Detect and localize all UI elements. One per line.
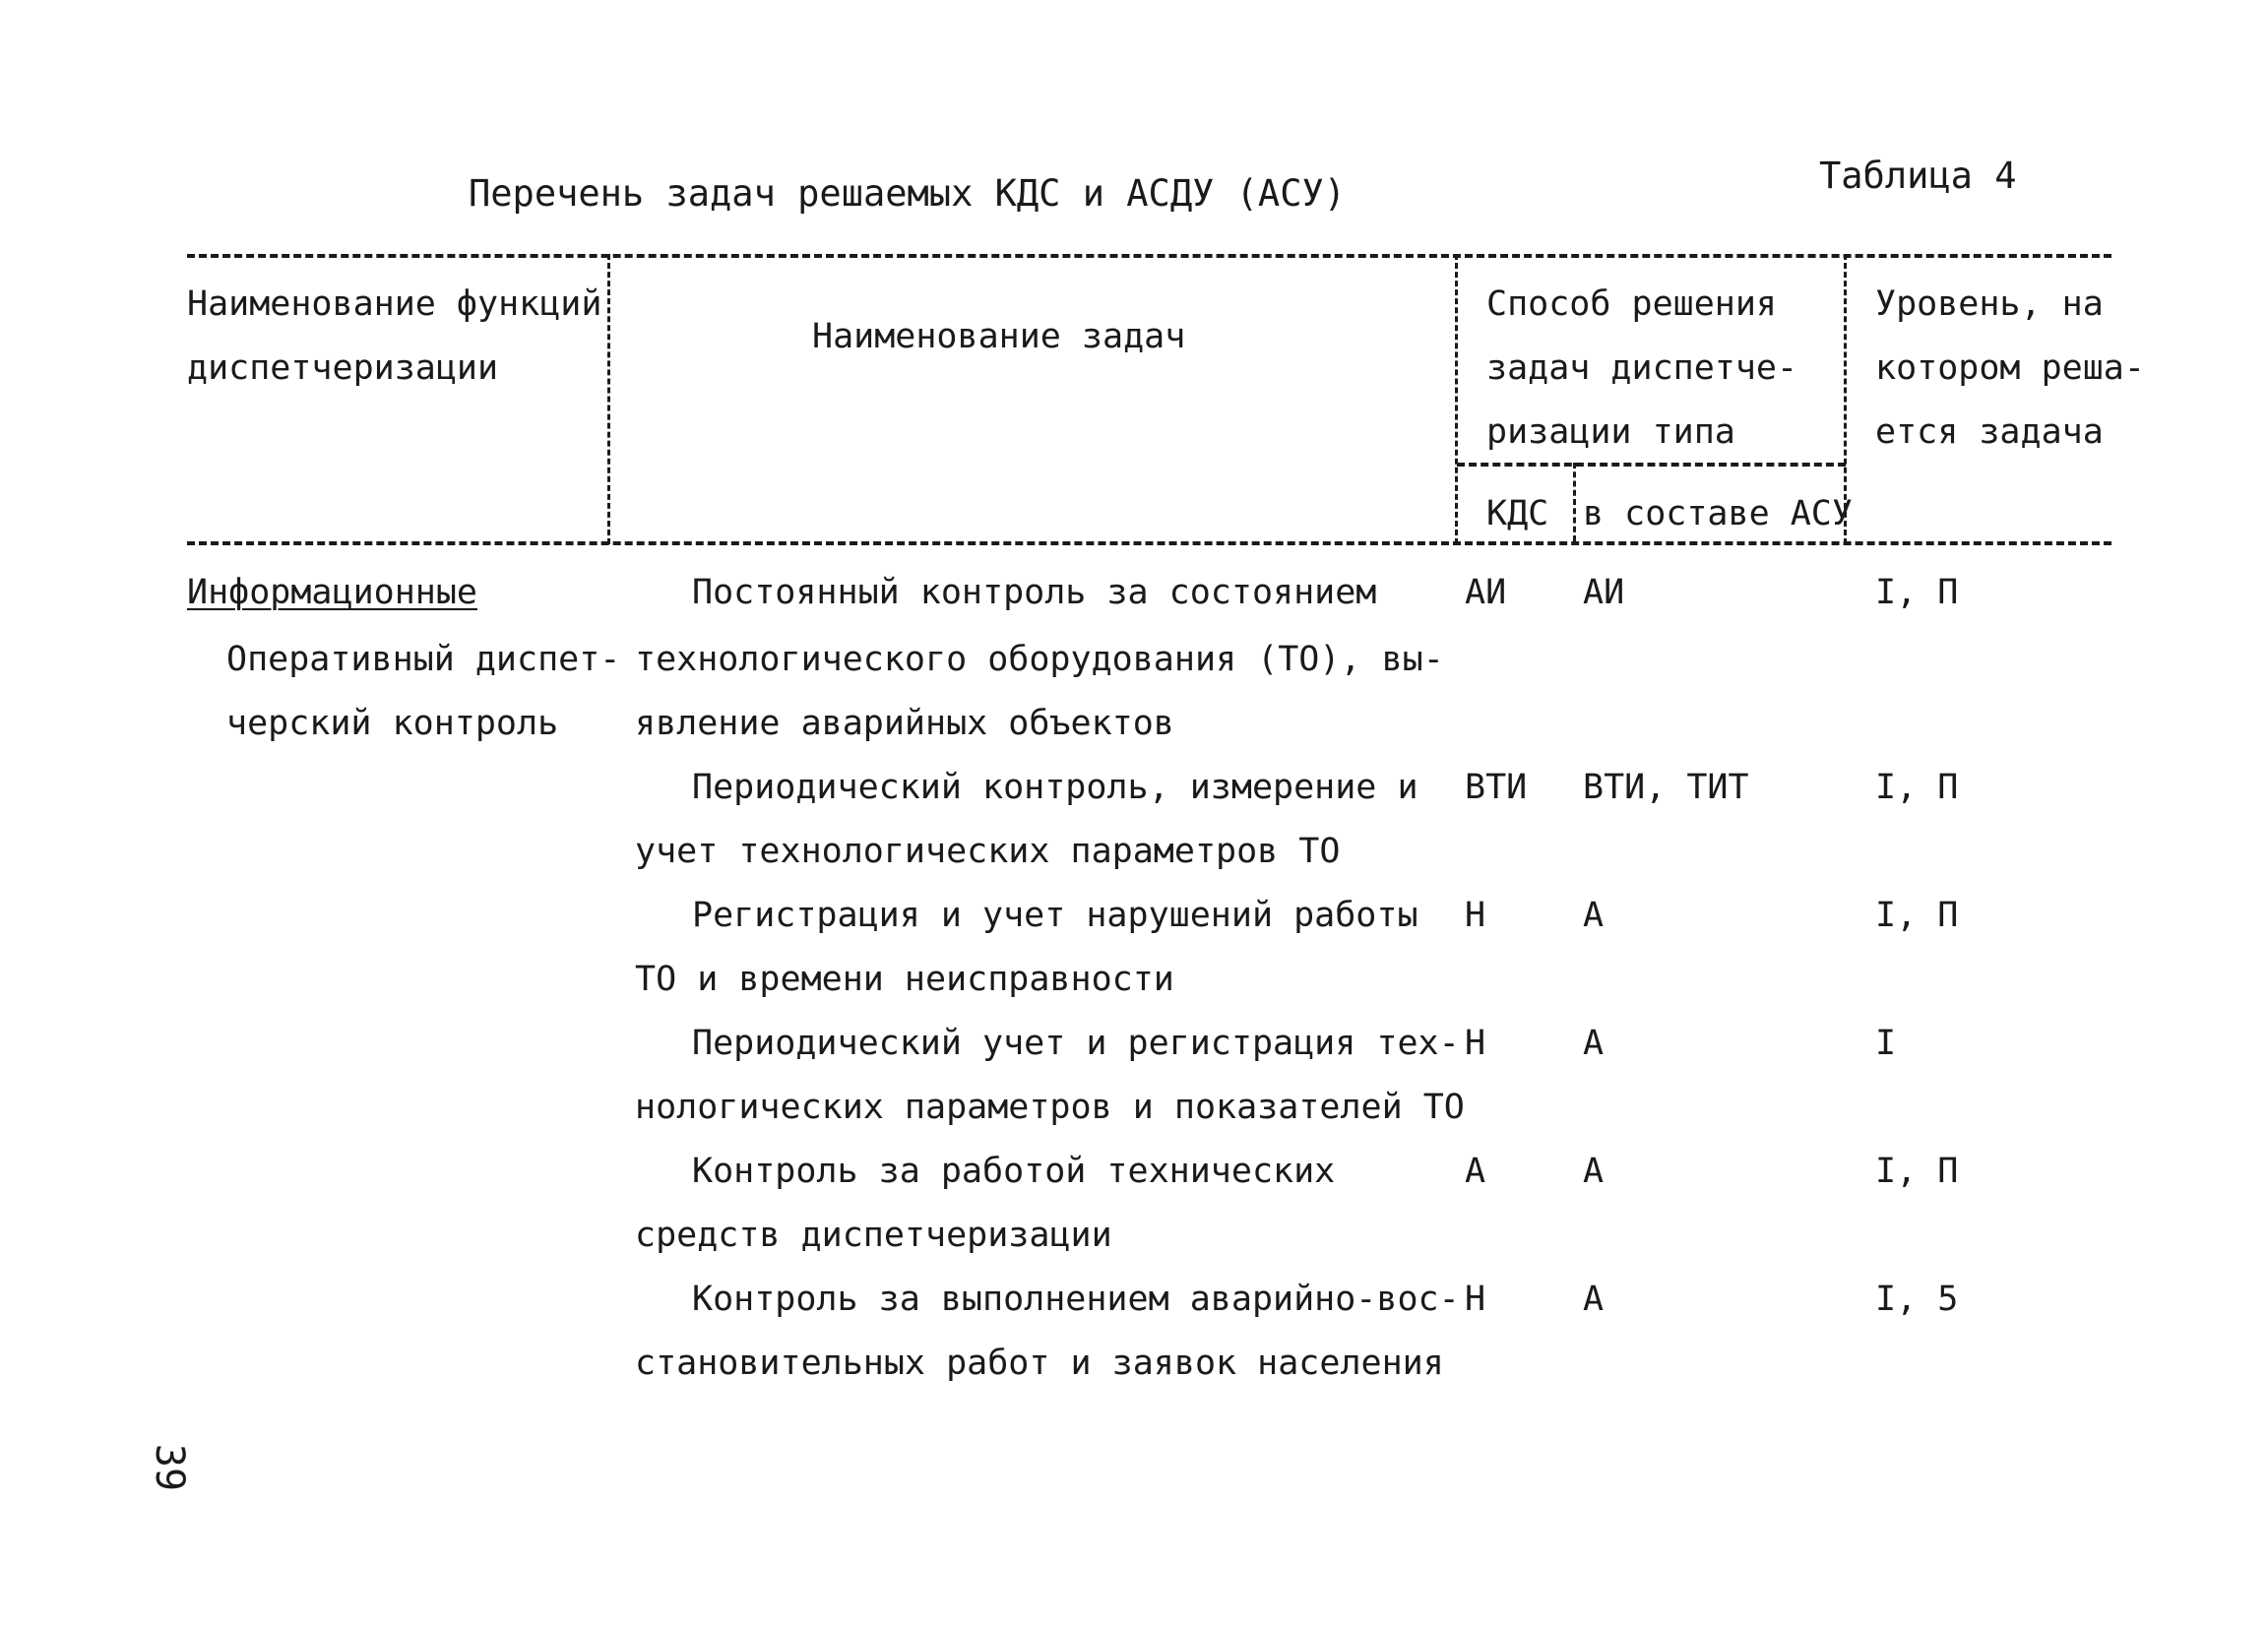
subcol-separator <box>1573 463 1576 541</box>
task-text: ТО и времени неисправности <box>635 960 1174 999</box>
kds-cell: Н <box>1465 896 1486 935</box>
table-label: Таблица 4 <box>1819 155 2017 197</box>
task-text: явление аварийных объектов <box>635 704 1174 743</box>
group-name-line-2: черский контроль <box>226 704 559 743</box>
header-subcol-kds: КДС <box>1486 494 1549 533</box>
kds-cell: Н <box>1465 1024 1486 1063</box>
task-text: средств диспетчеризации <box>635 1216 1112 1255</box>
header-col-functions-line-1: Наименование функций <box>187 284 602 324</box>
header-col-method-line-1: Способ решения <box>1486 284 1778 324</box>
task-text: Контроль за выполнением аварийно-вос- <box>692 1280 1460 1319</box>
task-text: Периодический контроль, измерение и <box>692 768 1418 807</box>
kds-cell: А <box>1465 1152 1486 1191</box>
asu-cell: А <box>1583 896 1605 935</box>
level-cell: I <box>1875 1024 1897 1063</box>
group-heading: Информационные <box>187 573 478 612</box>
level-cell: I, П <box>1875 768 1959 807</box>
asu-cell: АИ <box>1583 573 1625 612</box>
header-col-functions-line-2: диспетчеризации <box>187 348 499 388</box>
task-text: технологического оборудования (ТО), вы- <box>635 640 1444 679</box>
level-cell: I, П <box>1875 1152 1959 1191</box>
kds-cell: АИ <box>1465 573 1507 612</box>
col-separator-1 <box>607 254 610 544</box>
asu-cell: А <box>1583 1280 1605 1319</box>
subheader-rule <box>1457 463 1846 467</box>
level-cell: I, П <box>1875 896 1959 935</box>
header-col-tasks: Наименование задач <box>812 317 1186 356</box>
page-number: 39 <box>147 1443 193 1492</box>
header-col-method-line-2: задач диспетче- <box>1486 348 1798 388</box>
header-subcol-asu: в составе АСУ <box>1583 494 1853 533</box>
header-top-rule <box>187 254 2111 258</box>
document-title: Перечень задач решаемых КДС и АСДУ (АСУ) <box>469 172 1347 215</box>
task-text: учет технологических параметров ТО <box>635 832 1341 871</box>
header-col-level-line-3: ется задача <box>1875 412 2104 452</box>
task-text: становительных работ и заявок населения <box>635 1344 1444 1383</box>
header-col-level-line-1: Уровень, на <box>1875 284 2104 324</box>
task-text: Постоянный контроль за состоянием <box>692 573 1377 612</box>
asu-cell: А <box>1583 1152 1605 1191</box>
kds-cell: ВТИ <box>1465 768 1528 807</box>
task-text: Периодический учет и регистрация тех- <box>692 1024 1460 1063</box>
header-col-method-line-3: ризации типа <box>1486 412 1735 452</box>
col-separator-2 <box>1455 254 1458 544</box>
header-col-level-line-2: котором реша- <box>1875 348 2145 388</box>
task-text: нологических параметров и показателей ТО <box>635 1088 1465 1127</box>
header-bottom-rule <box>187 541 2111 545</box>
level-cell: I, 5 <box>1875 1280 1959 1319</box>
level-cell: I, П <box>1875 573 1959 612</box>
task-text: Контроль за работой технических <box>692 1152 1336 1191</box>
asu-cell: А <box>1583 1024 1605 1063</box>
task-text: Регистрация и учет нарушений работы <box>692 896 1418 935</box>
group-name-line-1: Оперативный диспет- <box>226 640 621 679</box>
asu-cell: ВТИ, ТИТ <box>1583 768 1749 807</box>
kds-cell: Н <box>1465 1280 1486 1319</box>
